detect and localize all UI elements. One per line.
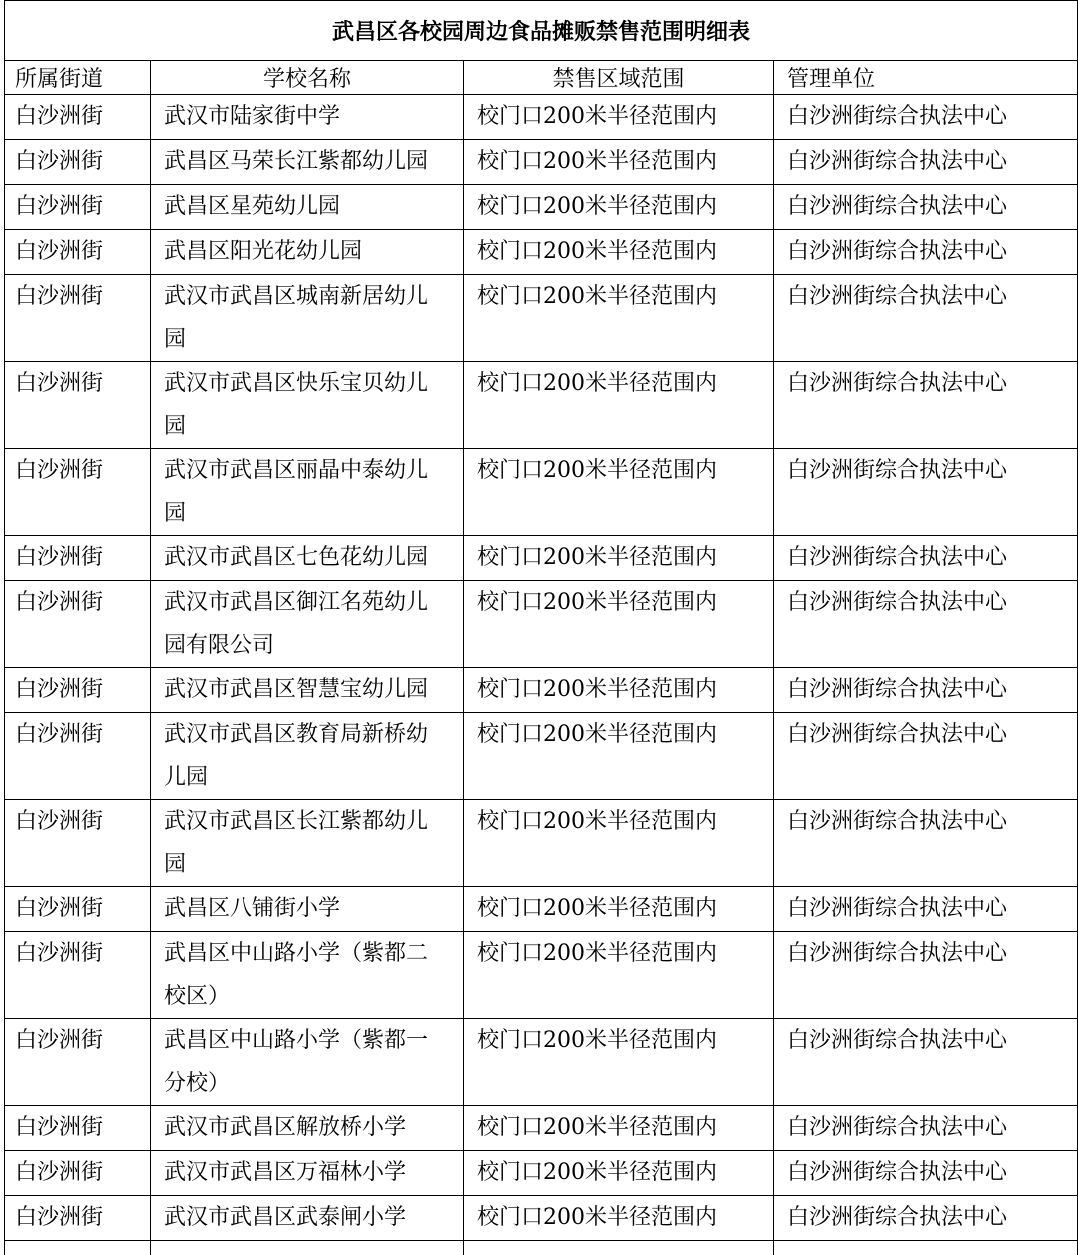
school-name-line: 武昌区八铺街小学 — [164, 887, 459, 930]
cell-school — [151, 1151, 464, 1196]
cell-unit: 白沙洲街综合执法中心 — [774, 536, 1078, 581]
school-name-line: 武汉市陆家街中学 — [164, 95, 459, 138]
cell-street: 白沙洲街 — [5, 1106, 151, 1151]
school-name-line: 武昌区马荣长江紫都幼儿园 — [164, 140, 459, 183]
cell-unit: 白沙洲街综合执法中心 — [774, 800, 1078, 887]
table-row — [5, 887, 1078, 932]
cell-area: 校门口200米半径范围内 — [464, 581, 774, 668]
school-name-line: 武汉市武昌区七色花幼儿园 — [164, 536, 459, 579]
cell-street: 白沙洲街 — [5, 713, 151, 800]
school-name-line: 武昌区阳光花幼儿园 — [164, 230, 459, 273]
cell-unit: 白沙洲街综合执法中心 — [774, 449, 1078, 536]
cell-unit: 白沙洲街综合执法中心 — [774, 95, 1078, 140]
cell-school — [151, 230, 464, 275]
header-unit: 管理单位 — [774, 61, 1078, 95]
cell-school — [151, 275, 464, 362]
cell-street: 白沙洲街 — [5, 536, 151, 581]
table-row — [5, 185, 1078, 230]
cell-school — [151, 536, 464, 581]
school-name-line: 园 — [164, 318, 459, 361]
table-row — [5, 713, 1078, 800]
cell-unit: 白沙洲街综合执法中心 — [774, 275, 1078, 362]
cell-school — [151, 185, 464, 230]
table-row — [5, 275, 1078, 362]
school-name-line: 武汉市武昌区万福林小学 — [164, 1151, 459, 1194]
school-name-line: 校区） — [164, 975, 459, 1018]
table-row — [5, 230, 1078, 275]
table-title: 武昌区各校园周边食品摊贩禁售范围明细表 — [5, 1, 1078, 61]
cell-unit: 白沙洲街综合执法中心 — [774, 140, 1078, 185]
table-row — [5, 1106, 1078, 1151]
cell-unit: 白沙洲街综合执法中心 — [774, 668, 1078, 713]
cell-street: 白沙洲街 — [5, 95, 151, 140]
cell-school — [151, 932, 464, 1019]
cell-area: 校门口200米半径范围内 — [464, 230, 774, 275]
cell-street: 白沙洲街 — [5, 668, 151, 713]
cell-unit: 白沙洲街综合执法中心 — [774, 887, 1078, 932]
cell-street: 白沙洲街 — [5, 185, 151, 230]
cell-street: 白沙洲街 — [5, 1019, 151, 1106]
cell-area: 校门口200米半径范围内 — [464, 800, 774, 887]
table-row — [5, 581, 1078, 668]
table-row — [5, 95, 1078, 140]
cell-area: 校门口200米半径范围内 — [464, 449, 774, 536]
cell-street: 白沙洲街 — [5, 230, 151, 275]
school-name-line: 武汉市武昌区武泰闸小学 — [164, 1196, 459, 1239]
cell-street: 白沙洲街 — [5, 449, 151, 536]
school-name-line: 武汉市武昌区御江名苑幼儿 — [164, 581, 459, 624]
header-row — [5, 61, 1078, 95]
table-row — [5, 1196, 1078, 1241]
cell-area: 校门口200米半径范围内 — [464, 362, 774, 449]
cell-area: 校门口200米半径范围内 — [464, 668, 774, 713]
cell-street: 白沙洲街 — [5, 1151, 151, 1196]
cell-area: 校门口200米半径范围内 — [464, 1151, 774, 1196]
cutoff-cell — [774, 1241, 1078, 1255]
table-row — [5, 1019, 1078, 1106]
school-name-line: 武汉市武昌区教育局新桥幼 — [164, 713, 459, 756]
cell-school — [151, 887, 464, 932]
table-row — [5, 536, 1078, 581]
cell-school — [151, 1019, 464, 1106]
school-name-line: 武汉市武昌区丽晶中泰幼儿 — [164, 449, 459, 492]
header-street: 所属街道 — [5, 61, 151, 95]
cell-school — [151, 713, 464, 800]
cell-unit: 白沙洲街综合执法中心 — [774, 713, 1078, 800]
table-row — [5, 668, 1078, 713]
cell-unit: 白沙洲街综合执法中心 — [774, 581, 1078, 668]
ban-zone-table — [4, 0, 1078, 1255]
table-row — [5, 140, 1078, 185]
cell-area: 校门口200米半径范围内 — [464, 932, 774, 1019]
cell-unit: 白沙洲街综合执法中心 — [774, 230, 1078, 275]
cell-school — [151, 95, 464, 140]
cell-street: 白沙洲街 — [5, 887, 151, 932]
cell-unit: 白沙洲街综合执法中心 — [774, 1151, 1078, 1196]
cell-school — [151, 800, 464, 887]
cell-school — [151, 1196, 464, 1241]
cutoff-cell — [464, 1241, 774, 1255]
cell-street: 白沙洲街 — [5, 140, 151, 185]
cell-area: 校门口200米半径范围内 — [464, 185, 774, 230]
cell-street: 白沙洲街 — [5, 362, 151, 449]
school-name-line: 分校） — [164, 1062, 459, 1105]
table-row — [5, 1151, 1078, 1196]
school-name-line: 园 — [164, 843, 459, 886]
document-page — [4, 0, 1077, 1255]
school-name-line: 武汉市武昌区解放桥小学 — [164, 1106, 459, 1149]
school-name-line: 武汉市武昌区城南新居幼儿 — [164, 275, 459, 318]
cell-area: 校门口200米半径范围内 — [464, 1106, 774, 1151]
cell-school — [151, 1106, 464, 1151]
table-row-cutoff — [5, 1241, 1078, 1255]
school-name-line: 武汉市武昌区智慧宝幼儿园 — [164, 668, 459, 711]
cell-area: 校门口200米半径范围内 — [464, 887, 774, 932]
cutoff-cell — [5, 1241, 151, 1255]
cell-unit: 白沙洲街综合执法中心 — [774, 185, 1078, 230]
header-school: 学校名称 — [151, 61, 464, 95]
school-name-line: 武汉市武昌区长江紫都幼儿 — [164, 800, 459, 843]
cell-school — [151, 449, 464, 536]
table-row — [5, 932, 1078, 1019]
cell-unit: 白沙洲街综合执法中心 — [774, 1196, 1078, 1241]
cell-school — [151, 362, 464, 449]
cell-unit: 白沙洲街综合执法中心 — [774, 1106, 1078, 1151]
cutoff-cell — [151, 1241, 464, 1255]
cell-area: 校门口200米半径范围内 — [464, 140, 774, 185]
cell-street: 白沙洲街 — [5, 800, 151, 887]
cell-street: 白沙洲街 — [5, 581, 151, 668]
table-row — [5, 449, 1078, 536]
cell-unit: 白沙洲街综合执法中心 — [774, 1019, 1078, 1106]
cell-school — [151, 668, 464, 713]
table-row — [5, 800, 1078, 887]
cell-area: 校门口200米半径范围内 — [464, 1196, 774, 1241]
cell-school — [151, 581, 464, 668]
cell-street: 白沙洲街 — [5, 1196, 151, 1241]
cell-area: 校门口200米半径范围内 — [464, 275, 774, 362]
cell-area: 校门口200米半径范围内 — [464, 536, 774, 581]
school-name-line: 园 — [164, 405, 459, 448]
school-name-line: 儿园 — [164, 756, 459, 799]
school-name-line: 武汉市武昌区快乐宝贝幼儿 — [164, 362, 459, 405]
school-name-line: 园有限公司 — [164, 624, 459, 667]
cell-school — [151, 140, 464, 185]
cell-unit: 白沙洲街综合执法中心 — [774, 932, 1078, 1019]
cell-street: 白沙洲街 — [5, 932, 151, 1019]
school-name-line: 武昌区中山路小学（紫都二 — [164, 932, 459, 975]
cell-unit: 白沙洲街综合执法中心 — [774, 362, 1078, 449]
school-name-line: 武昌区中山路小学（紫都一 — [164, 1019, 459, 1062]
header-area: 禁售区域范围 — [464, 61, 774, 95]
table-row — [5, 362, 1078, 449]
school-name-line: 武昌区星苑幼儿园 — [164, 185, 459, 228]
cell-area: 校门口200米半径范围内 — [464, 1019, 774, 1106]
cell-street: 白沙洲街 — [5, 275, 151, 362]
cell-area: 校门口200米半径范围内 — [464, 713, 774, 800]
school-name-line: 园 — [164, 492, 459, 535]
cell-area: 校门口200米半径范围内 — [464, 95, 774, 140]
